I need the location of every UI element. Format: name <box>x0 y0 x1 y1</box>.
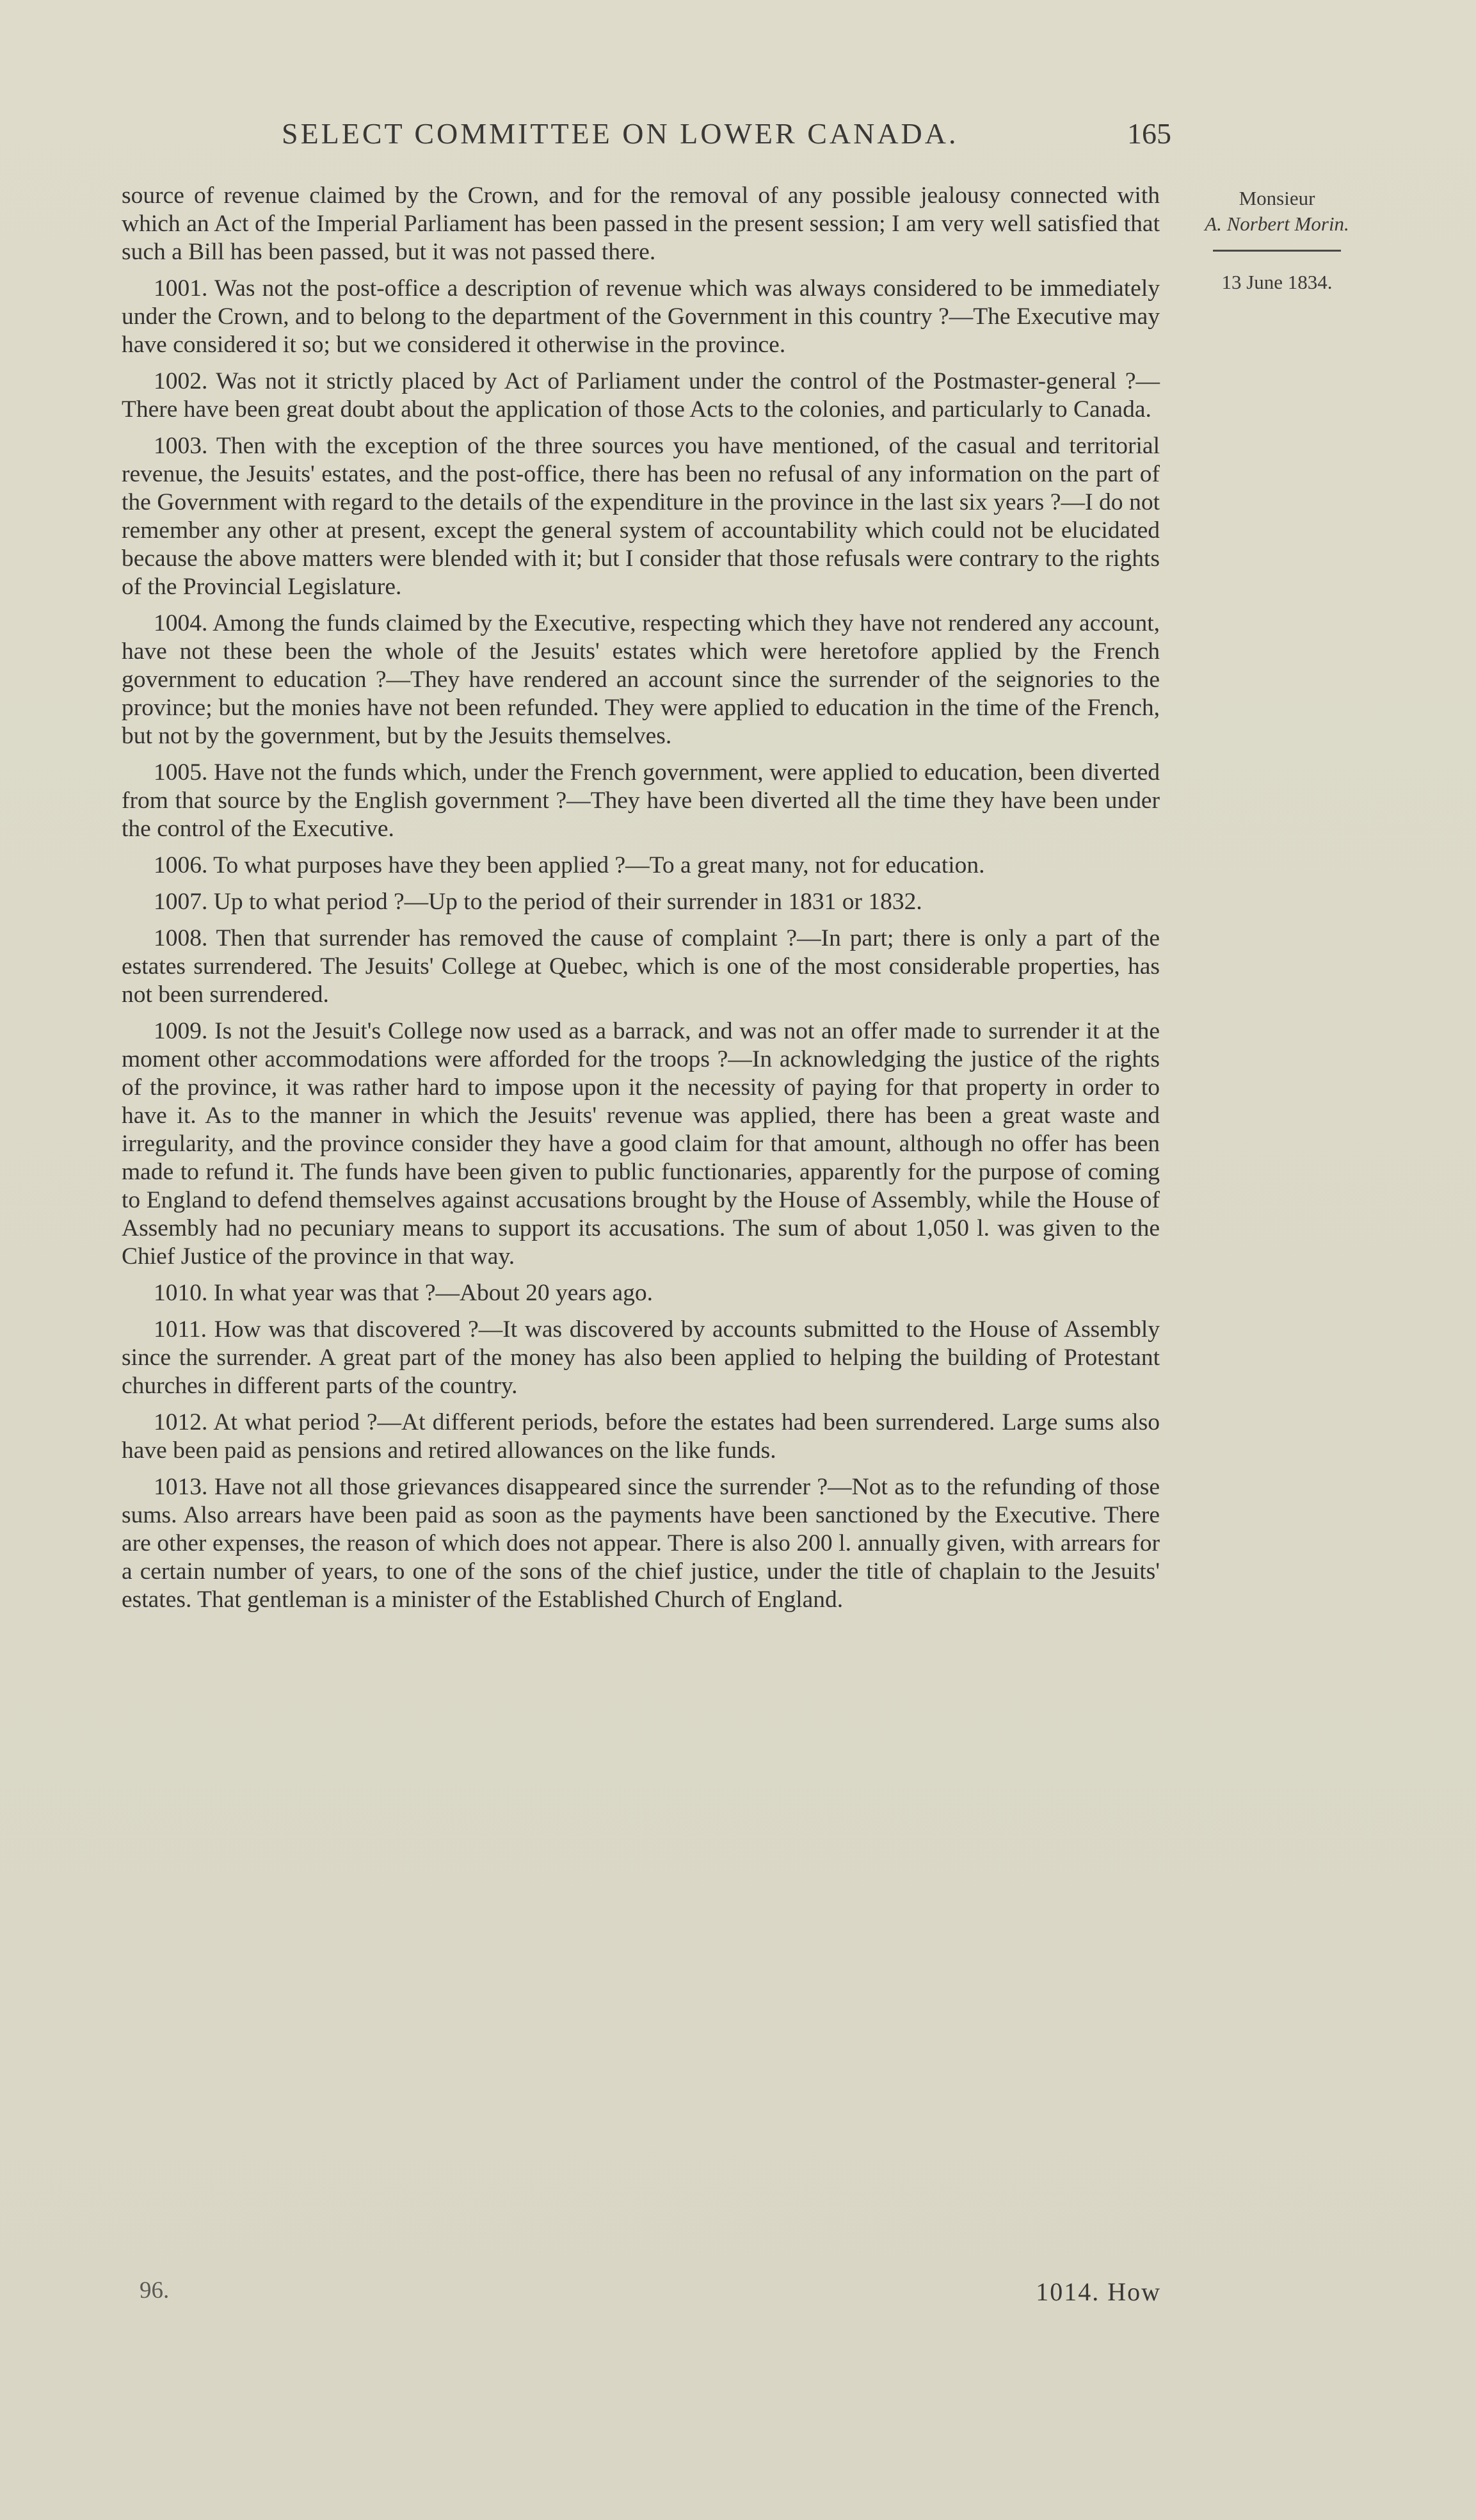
paragraph-1005: 1005. Have not the funds which, under the French government, were applied to education, been diverted from that source by the English government ?—They have been diverted all the time they have been under the control of the Executive. <box>122 759 1160 842</box>
witness-title: Monsieur <box>1239 187 1315 209</box>
paragraph-1010: 1010. In what year was that ?—About 20 years ago. <box>154 1280 653 1306</box>
paragraph-1006: 1006. To what purposes have they been applied ?—To a great many, not for education. <box>154 852 985 878</box>
catchword: 1014. How <box>1036 2277 1161 2306</box>
paragraph-1008: 1008. Then that surrender has removed the cause of complaint ?—In part; there is only a part of the estates surrendered. The Jesuits' College at Quebec, which is one of the most considerable properties, has not been surrendered. <box>122 925 1160 1008</box>
paragraph-1001: 1001. Was not the post-office a description of revenue which was always considered to be immediately under the Crown, and to belong to the department of the Government in this country ?—The Executive may have considered it so; but we considered it otherwise in the province. <box>122 275 1160 358</box>
paragraph-1007: 1007. Up to what period ?—Up to the period of their surrender in 1831 or 1832. <box>154 889 922 915</box>
paragraph-1009: 1009. Is not the Jesuit's College now used as a barrack, and was not an offer made to surrender it at the moment other accommodations were afforded for the troops ?—In acknowledging the justice of the rights of the province, it was rather hard to impose upon it the necessity of paying for that property in order to have it. As to the manner in which the Jesuits' revenue was applied, there has been a great waste and irregularity, and the province consider they have a good claim for that amount, although no offer has been made to refund it. The funds have been given to public functionaries, apparently for the purpose of coming to England to defend themselves against accusations brought by the House of Assembly, while the House of Assembly had no pecuniary means to support its accusations. The sum of about 1,050 l. was given to the Chief Justice of the province in that way. <box>122 1018 1160 1270</box>
paragraph-continuation: source of revenue claimed by the Crown, and for the removal of any possible jealousy connected with which an Act of the Imperial Parliament has been passed in the present session; I am very well satisfied that such a Bill has been passed, but it was not passed there. <box>122 182 1160 265</box>
testimony-date: 13 June 1834. <box>1221 271 1333 293</box>
paragraph-1004: 1004. Among the funds claimed by the Executive, respecting which they have not rendered any account, have not these been the whole of the Jesuits' estates which were heretofore applied by the French government to education ?—They have rendered an account since the surrender of the seignories to the province; but the monies have not been refunded. They were applied to education in the time of the French, but not by the government, but by the Jesuits themselves. <box>122 610 1160 749</box>
paragraph-1002: 1002. Was not it strictly placed by Act of Parliament under the control of the Postmaster-general ?—There have been great doubt about the application of those Acts to the colonies, and particularly to Canada. <box>122 368 1160 423</box>
paragraph-1012: 1012. At what period ?—At different periods, before the estates had been surrendered. Large sums also have been paid as pensions and retired allowances on the like funds. <box>122 1409 1160 1464</box>
margin-rule <box>1213 250 1341 252</box>
signature-mark: 96. <box>140 2277 170 2304</box>
margin-note <box>1171 186 1383 295</box>
paragraph-1013: 1013. Have not all those grievances disappeared since the surrender ?—Not as to the refunding of those sums. Also arrears have been paid as soon as the payments have been sanctioned by the Executive. There are other expenses, the reason of which does not appear. There is also 200 l. annually given, with arrears for a certain number of years, to one of the sons of the chief justice, under the title of chaplain to the Jesuits' estates. That gentleman is a minister of the Established Church of England. <box>122 1474 1160 1613</box>
paragraph-1003: 1003. Then with the exception of the three sources you have mentioned, of the casual and territorial revenue, the Jesuits' estates, and the post-office, there has been no refusal of any information on the part of the Government with regard to the details of the expenditure in the province in the last six years ?—I do not remember any other at present, except the general system of accountability which could not be elucidated because the above matters were blended with it; but I consider that those refusals were contrary to the rights of the Provincial Legislature. <box>122 433 1160 600</box>
page-number: 165 <box>1127 117 1171 150</box>
witness-name: A. Norbert Morin. <box>1205 213 1349 235</box>
testimony-body <box>122 182 1160 1622</box>
page-title: SELECT COMMITTEE ON LOWER CANADA. <box>282 117 959 150</box>
paragraph-1011: 1011. How was that discovered ?—It was discovered by accounts submitted to the House of Assembly since the surrender. A great part of the money has also been applied to helping the building of Protestant churches in different parts of the country. <box>122 1316 1160 1399</box>
